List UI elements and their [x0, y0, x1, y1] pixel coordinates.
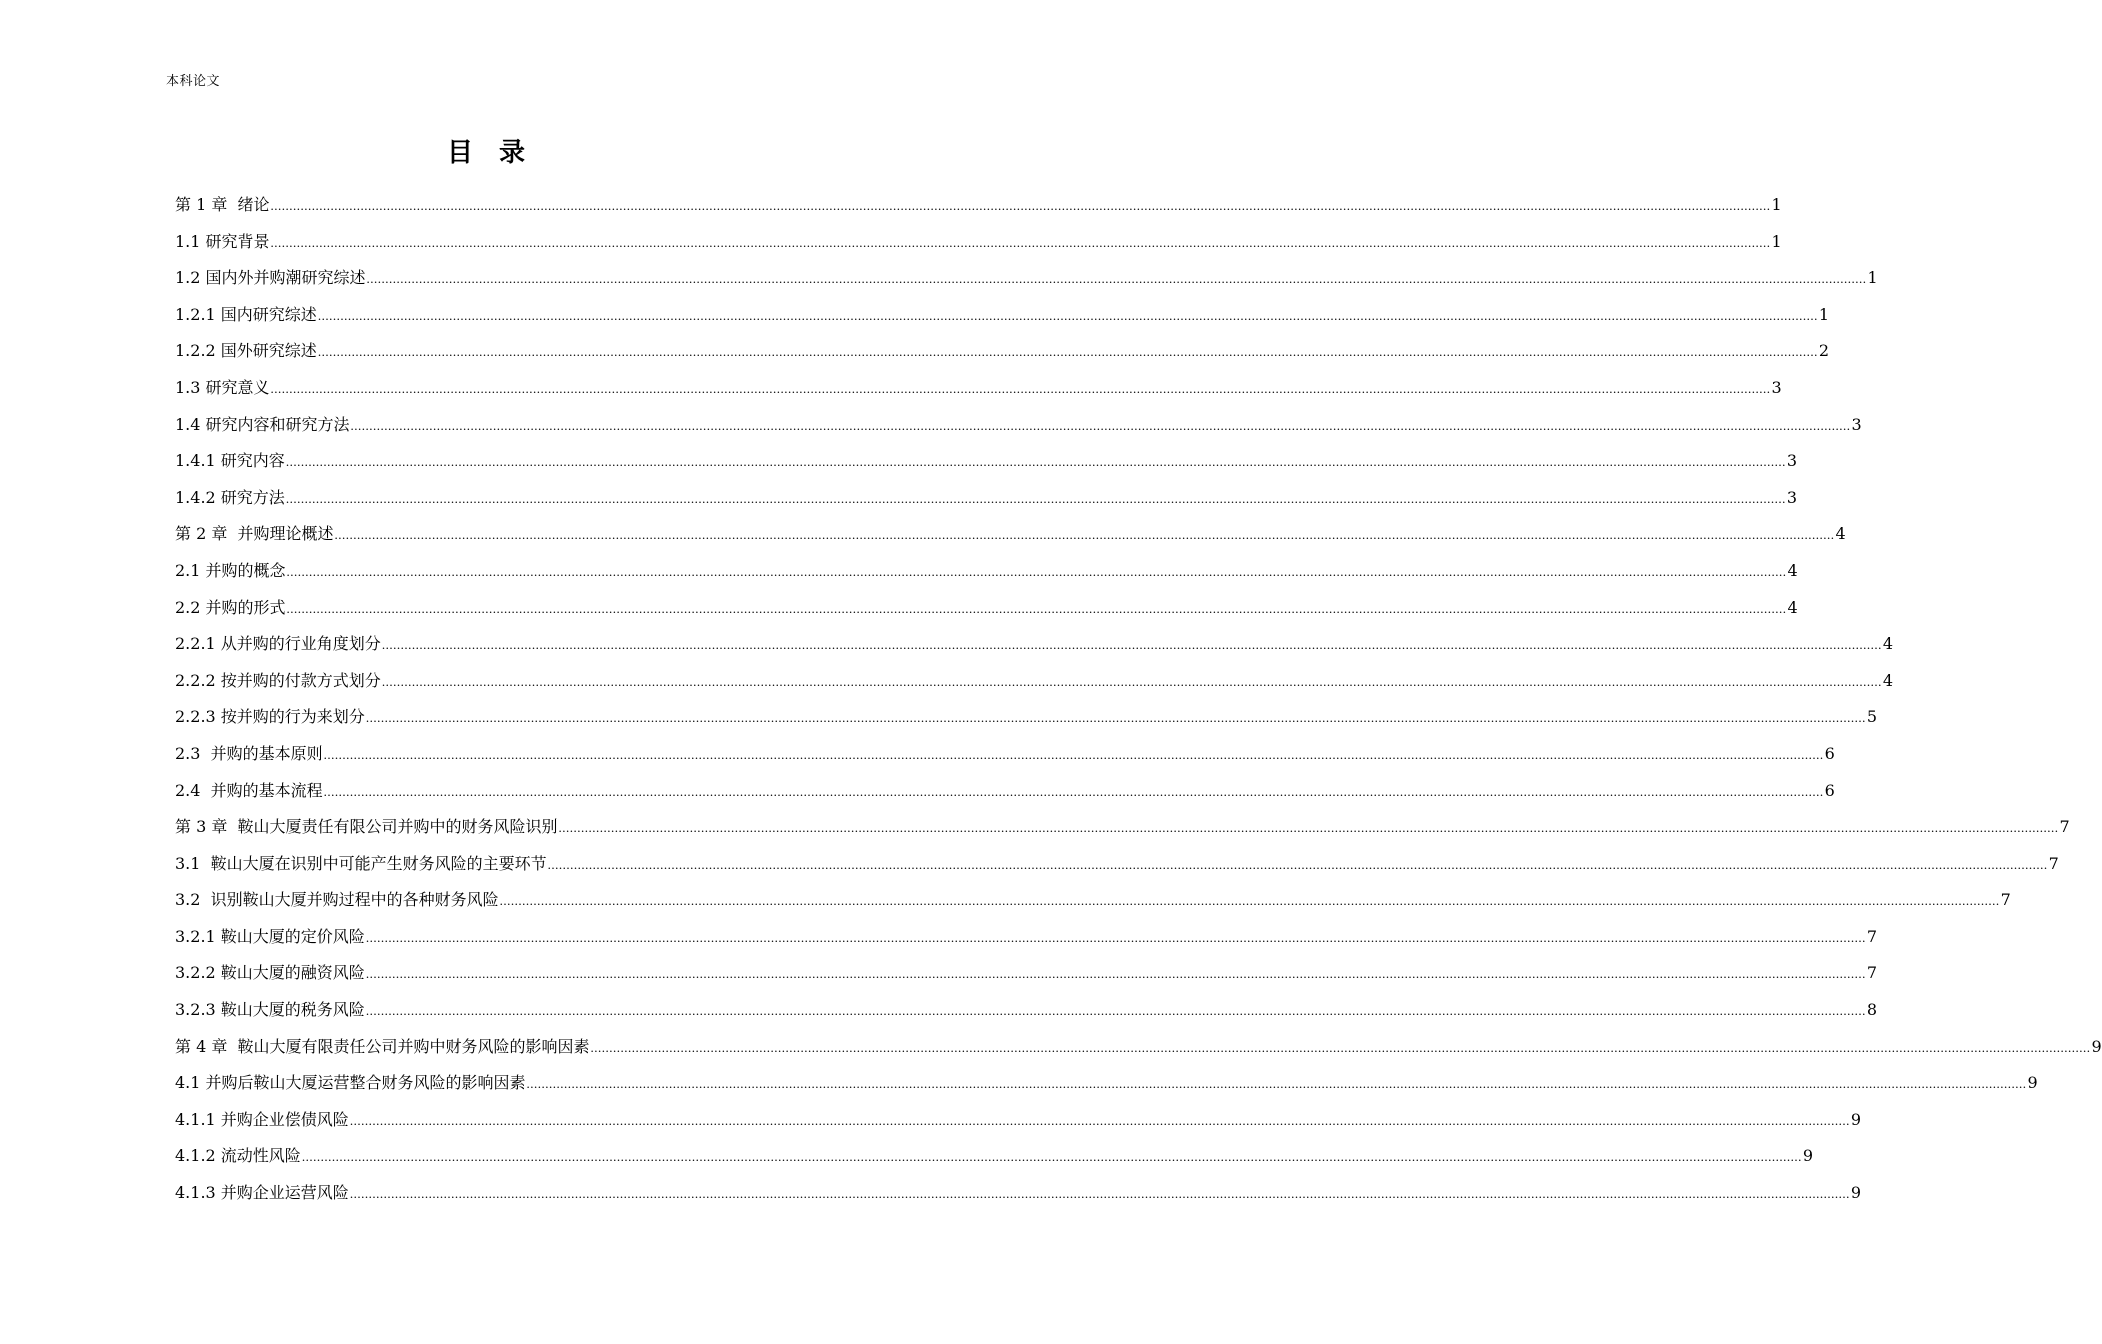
toc-entry-page-number: 7 — [2059, 817, 2070, 837]
toc-leader-dots: ................................................................................................................................................................................................................................................................................................................................................................................................................ — [365, 966, 1866, 982]
toc-entry-page-number: 3 — [1851, 414, 1862, 434]
toc-entry — [175, 187, 1782, 224]
toc-entry-label: 2.2.1 从并购的行业角度划分 — [175, 634, 381, 654]
toc-entry-label: 第 3 章 鞍山大厦责任有限公司并购中的财务风险识别 — [175, 817, 558, 837]
toc-entry-label: 1.4 研究内容和研究方法 — [175, 414, 350, 434]
toc-leader-dots: ................................................................................................................................................................................................................................................................................................................................................................................................................ — [334, 527, 1835, 543]
toc-entry-page-number: 4 — [1882, 634, 1893, 654]
toc-leader-dots: ................................................................................................................................................................................................................................................................................................................................................................................................................ — [365, 1003, 1866, 1019]
toc-entry-label: 1.1 研究背景 — [175, 231, 270, 251]
toc-entry-label: 1.4.2 研究方法 — [175, 487, 285, 507]
toc-leader-dots: ................................................................................................................................................................................................................................................................................................................................................................................................................ — [499, 893, 2000, 909]
toc-entry-page-number: 7 — [1866, 963, 1877, 983]
toc-entry-label: 1.3 研究意义 — [175, 377, 270, 397]
toc-entry-label: 4.1.3 并购企业运营风险 — [175, 1183, 349, 1203]
toc-entry-page-number: 8 — [1866, 1000, 1877, 1020]
toc-entry-page-number: 9 — [1850, 1183, 1861, 1203]
toc-entry — [175, 260, 1878, 297]
toc-entry-label: 3.2.1 鞍山大厦的定价风险 — [175, 926, 365, 946]
toc-entry-label: 2.4 并购的基本流程 — [175, 780, 323, 800]
toc-entry-label: 2.1 并购的概念 — [175, 560, 286, 580]
running-header: 本科论文 — [166, 74, 221, 89]
toc-leader-dots: ................................................................................................................................................................................................................................................................................................................................................................................................................ — [349, 1112, 1850, 1128]
toc-entry — [175, 846, 2059, 883]
toc-entry-page-number: 9 — [1850, 1109, 1861, 1129]
toc-entry — [175, 370, 1782, 407]
toc-entry — [175, 736, 1835, 773]
toc-entry — [175, 480, 1797, 517]
toc-entry — [175, 333, 1829, 370]
toc-entry-page-number: 1 — [1818, 304, 1829, 324]
toc-leader-dots: ................................................................................................................................................................................................................................................................................................................................................................................................................ — [558, 820, 2059, 836]
toc-leader-dots: ................................................................................................................................................................................................................................................................................................................................................................................................................ — [301, 1149, 1802, 1165]
toc-entry-label: 4.1.2 流动性风险 — [175, 1146, 301, 1166]
toc-entry — [175, 297, 1829, 334]
toc-entry-label: 3.1 鞍山大厦在识别中可能产生财务风险的主要环节 — [175, 853, 547, 873]
toc-leader-dots: ................................................................................................................................................................................................................................................................................................................................................................................................................ — [285, 454, 1786, 470]
toc-leader-dots: ................................................................................................................................................................................................................................................................................................................................................................................................................ — [381, 673, 1882, 689]
toc-entry — [175, 773, 1835, 810]
toc-entry — [175, 224, 1782, 261]
toc-leader-dots: ................................................................................................................................................................................................................................................................................................................................................................................................................ — [286, 563, 1787, 579]
toc-entry-page-number: 4 — [1882, 670, 1893, 690]
toc-leader-dots: ................................................................................................................................................................................................................................................................................................................................................................................................................ — [323, 746, 1824, 762]
toc-entry-page-number: 2 — [1818, 341, 1829, 361]
toc-entry-page-number: 4 — [1835, 524, 1846, 544]
toc-entry-label: 1.4.1 研究内容 — [175, 451, 285, 471]
toc-entry — [175, 407, 1862, 444]
toc-entry-page-number: 9 — [1802, 1146, 1813, 1166]
toc-entry-label: 2.2.2 按并购的付款方式划分 — [175, 670, 381, 690]
toc-entry — [175, 882, 2011, 919]
toc-entry-page-number: 7 — [2048, 853, 2059, 873]
toc-entry-label: 1.2.1 国内研究综述 — [175, 304, 317, 324]
toc-entry-page-number: 1 — [1867, 268, 1878, 288]
toc-entry-label: 第 1 章 绪论 — [175, 195, 270, 214]
toc-entry — [175, 553, 1798, 590]
toc-entry-page-number: 1 — [1771, 195, 1782, 214]
toc-entry — [175, 516, 1846, 553]
toc-entry — [175, 443, 1797, 480]
toc-entry — [175, 699, 1877, 736]
toc-entry-page-number: 3 — [1771, 377, 1782, 397]
toc-entry-label: 第 4 章 鞍山大厦有限责任公司并购中财务风险的影响因素 — [175, 1036, 590, 1056]
toc-entry-page-number: 1 — [1771, 231, 1782, 251]
toc-entry — [175, 955, 1877, 992]
toc-entry — [175, 626, 1893, 663]
toc-entry — [175, 919, 1877, 956]
toc-entry-label: 2.2.3 按并购的行为来划分 — [175, 707, 365, 727]
toc-entry-label: 1.2 国内外并购潮研究综述 — [175, 268, 366, 288]
toc-leader-dots: ................................................................................................................................................................................................................................................................................................................................................................................................................ — [365, 929, 1866, 945]
toc-leader-dots: ................................................................................................................................................................................................................................................................................................................................................................................................................ — [590, 1039, 2091, 1055]
toc-entry-label: 3.2.2 鞍山大厦的融资风险 — [175, 963, 365, 983]
toc-entry-page-number: 4 — [1787, 597, 1798, 617]
toc-entry — [175, 1102, 1861, 1139]
toc-leader-dots: ................................................................................................................................................................................................................................................................................................................................................................................................................ — [365, 710, 1866, 726]
toc-leader-dots: ................................................................................................................................................................................................................................................................................................................................................................................................................ — [526, 1076, 2027, 1092]
toc-entry — [175, 1138, 1813, 1175]
toc-leader-dots: ................................................................................................................................................................................................................................................................................................................................................................................................................ — [547, 856, 2048, 872]
toc-entry-page-number: 6 — [1824, 743, 1835, 763]
toc-leader-dots: ................................................................................................................................................................................................................................................................................................................................................................................................................ — [317, 344, 1818, 360]
toc-leader-dots: ................................................................................................................................................................................................................................................................................................................................................................................................................ — [349, 1186, 1850, 1202]
toc-leader-dots: ................................................................................................................................................................................................................................................................................................................................................................................................................ — [270, 380, 1771, 396]
toc-leader-dots: ................................................................................................................................................................................................................................................................................................................................................................................................................ — [317, 307, 1818, 323]
toc-entry — [175, 663, 1893, 700]
toc-entry-page-number: 4 — [1787, 560, 1798, 580]
toc-entry — [175, 1029, 2102, 1066]
toc-entry-label: 1.2.2 国外研究综述 — [175, 341, 317, 361]
toc-leader-dots: ................................................................................................................................................................................................................................................................................................................................................................................................................ — [350, 417, 1851, 433]
toc-leader-dots: ................................................................................................................................................................................................................................................................................................................................................................................................................ — [366, 271, 1867, 287]
toc-entry-page-number: 5 — [1866, 707, 1877, 727]
toc-entry-label: 第 2 章 并购理论概述 — [175, 524, 334, 544]
toc-leader-dots: ................................................................................................................................................................................................................................................................................................................................................................................................................ — [270, 234, 1771, 250]
toc-entry-page-number: 9 — [2027, 1073, 2038, 1093]
toc-entry-page-number: 7 — [2000, 890, 2011, 910]
toc-title: 目录 — [446, 138, 551, 168]
toc-entry-label: 4.1 并购后鞍山大厦运营整合财务风险的影响因素 — [175, 1073, 526, 1093]
toc-entry — [175, 809, 2070, 846]
toc-entry-label: 3.2.3 鞍山大厦的税务风险 — [175, 1000, 365, 1020]
toc-entry-label: 2.2 并购的形式 — [175, 597, 286, 617]
toc-entry — [175, 992, 1877, 1029]
toc-entry — [175, 1065, 2038, 1102]
toc-entry-page-number: 7 — [1866, 926, 1877, 946]
toc-entry-label: 2.3 并购的基本原则 — [175, 743, 323, 763]
toc-leader-dots: ................................................................................................................................................................................................................................................................................................................................................................................................................ — [323, 783, 1824, 799]
toc-leader-dots: ................................................................................................................................................................................................................................................................................................................................................................................................................ — [381, 637, 1882, 653]
toc-entry-page-number: 6 — [1824, 780, 1835, 800]
toc-entry-label: 3.2 识别鞍山大厦并购过程中的各种财务风险 — [175, 890, 499, 910]
toc-entry-page-number: 3 — [1786, 487, 1797, 507]
toc-entry-page-number: 9 — [2091, 1036, 2102, 1056]
toc-leader-dots: ................................................................................................................................................................................................................................................................................................................................................................................................................ — [270, 198, 1771, 213]
toc-leader-dots: ................................................................................................................................................................................................................................................................................................................................................................................................................ — [285, 490, 1786, 506]
toc-entry-page-number: 3 — [1786, 451, 1797, 471]
toc-leader-dots: ................................................................................................................................................................................................................................................................................................................................................................................................................ — [286, 600, 1787, 616]
toc-entry — [175, 1175, 1861, 1212]
toc-entry — [175, 590, 1798, 627]
toc-list — [175, 187, 2102, 1212]
toc-entry-label: 4.1.1 并购企业偿债风险 — [175, 1109, 349, 1129]
